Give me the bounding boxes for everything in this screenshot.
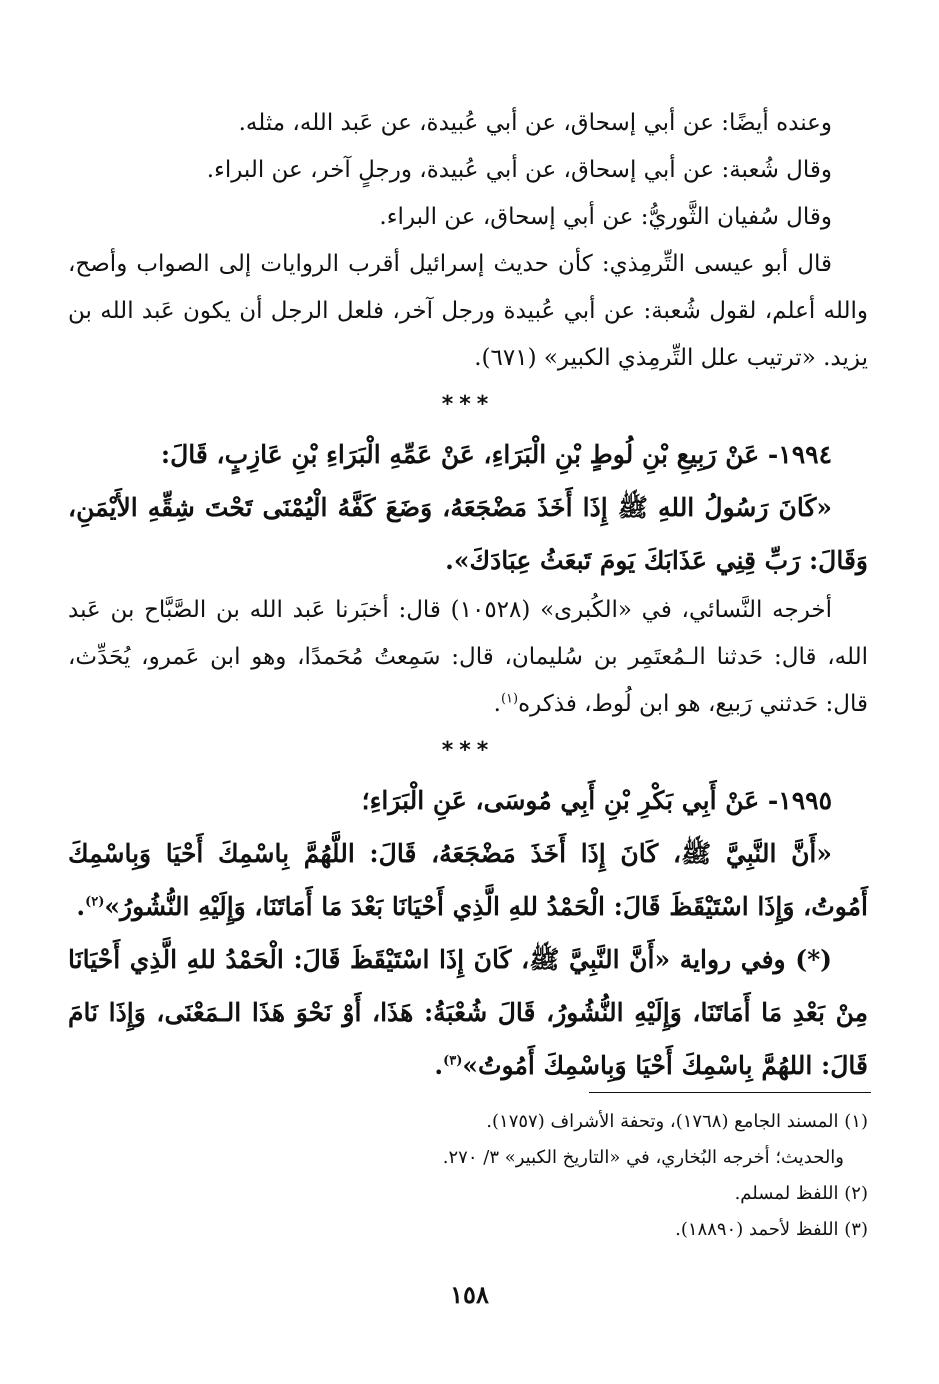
- hadith-1994-takhrij: [68, 587, 868, 728]
- hadith-1995-text: [68, 827, 868, 933]
- footnote-3: (٣) اللفظ لأحمد (١٨٨٩٠).: [675, 1219, 868, 1240]
- hadith-1995-intro: ١٩٩٥- عَنْ أَبِي بَكْرِ بْنِ أَبِي مُوسَى، عَنِ الْبَرَاءِ؛: [361, 786, 832, 815]
- page-body: [68, 100, 868, 1092]
- footnotes: [68, 1104, 868, 1248]
- hadith-1994-intro: ١٩٩٤- عَنْ رَبِيعِ بْنِ لُوطٍ بْنِ الْبَرَاءِ، عَنْ عَمِّهِ الْبَرَاءِ بْنِ عَازِبٍ، قَالَ:: [160, 440, 832, 469]
- paragraph-1: وعنده أيضًا: عن أبي إسحاق، عن أبي عُبيدة، عن عَبد الله، مثله.: [238, 110, 832, 136]
- hadith-1995-variant-end: .: [434, 1051, 444, 1080]
- section-separator: ***: [441, 392, 495, 417]
- footnote-mark-3: (٣): [443, 1053, 463, 1069]
- takhrij-text: أخرجه النَّسائي، في «الكُبرى» (١٠٥٢٨) قال: أخبَرنا عَبد الله بن الصَّبَّاح بن عَبد الله، قال: حَدثنا الـمُعتَمِر بن سُليمان، قال: سَمِعتُ مُحَمدًا، وهو ابن عَمرو، يُحَدِّث، قال: حَدثني رَبيع، هو ابن لُوط، فذكره: [68, 597, 868, 717]
- footnote-mark-1: (١): [500, 691, 519, 707]
- footnote-1: (١) المسند الجامع (١٧٦٨)، وتحفة الأشراف (١٧٥٧).: [486, 1111, 868, 1132]
- hadith-1995-variant: [68, 933, 868, 1092]
- hadith-1995-variant-body: (*) وفي رواية «أَنَّ النَّبِيَّ ﷺ، كَانَ إِذَا اسْتَيْقَظَ قَالَ: الْحَمْدُ للهِ الَّذِي أَحْيَانَا مِنْ بَعْدِ مَا أَمَاتَنَا، وَإِلَيْهِ النُّشُورُ، قَالَ شُعْبَةُ: هَذَا، أَوْ نَحْوَ هَذَا الـمَعْنَى، وَإِذَا نَامَ قَالَ: اللهُمَّ بِاسْمِكَ أَحْيَا وَبِاسْمِكَ أَمُوتُ»: [68, 945, 868, 1080]
- takhrij-end: .: [493, 691, 501, 717]
- footnote-1-continuation: والحديث؛ أخرجه البُخاري، في «التاريخ الكبير» ٣/ ٢٧٠.: [442, 1147, 844, 1168]
- hadith-1995-body: «أَنَّ النَّبِيَّ ﷺ، كَانَ إِذَا أَخَذَ مَضْجَعَهُ، قَالَ: اللَّهُمَّ بِاسْمِكَ أَحْيَا وَبِاسْمِكَ أَمُوتُ، وَإِذَا اسْتَيْقَظَ قَالَ: الْحَمْدُ للهِ الَّذِي أَحْيَانَا بَعْدَ مَا أَمَاتَنَا، وَإِلَيْهِ النُّشُورُ»: [68, 839, 868, 921]
- footnote-2: (٢) اللفظ لمسلم.: [734, 1183, 868, 1204]
- paragraph-3: وقال سُفيان الثَّوريُّ: عن أبي إسحاق، عن البراء.: [379, 204, 832, 230]
- paragraph-4-tirmidhi: قال أبو عيسى التِّرمِذي: كأن حديث إسرائيل أقرب الروايات إلى الصواب وأصح، والله أعلم، لقول شُعبة: عن أبي عُبيدة ورجل آخر، فلعل الرجل أن يكون عَبد الله بن يزيد. «ترتيب علل التِّرمِذي الكبير» (٦٧١).: [68, 251, 868, 371]
- footnote-mark-2: (٢): [85, 894, 105, 910]
- paragraph-2: وقال شُعبة: عن أبي إسحاق، عن أبي عُبيدة، ورجلٍ آخر، عن البراء.: [206, 157, 832, 183]
- hadith-1995-end: .: [76, 892, 86, 921]
- page-number: ١٥٨: [450, 1280, 489, 1309]
- hadith-1994-text: «كَانَ رَسُولُ اللهِ ﷺ إِذَا أَخَذَ مَضْجَعَهُ، وَضَعَ كَفَّهُ الْيُمْنَى تَحْتَ شِقِّهِ الأَيْمَنِ، وَقَالَ: رَبِّ قِنِي عَذَابَكَ يَومَ تَبعَثُ عِبَادَكَ».: [68, 493, 868, 575]
- footnote-divider: [589, 1092, 871, 1093]
- section-separator: ***: [441, 738, 495, 763]
